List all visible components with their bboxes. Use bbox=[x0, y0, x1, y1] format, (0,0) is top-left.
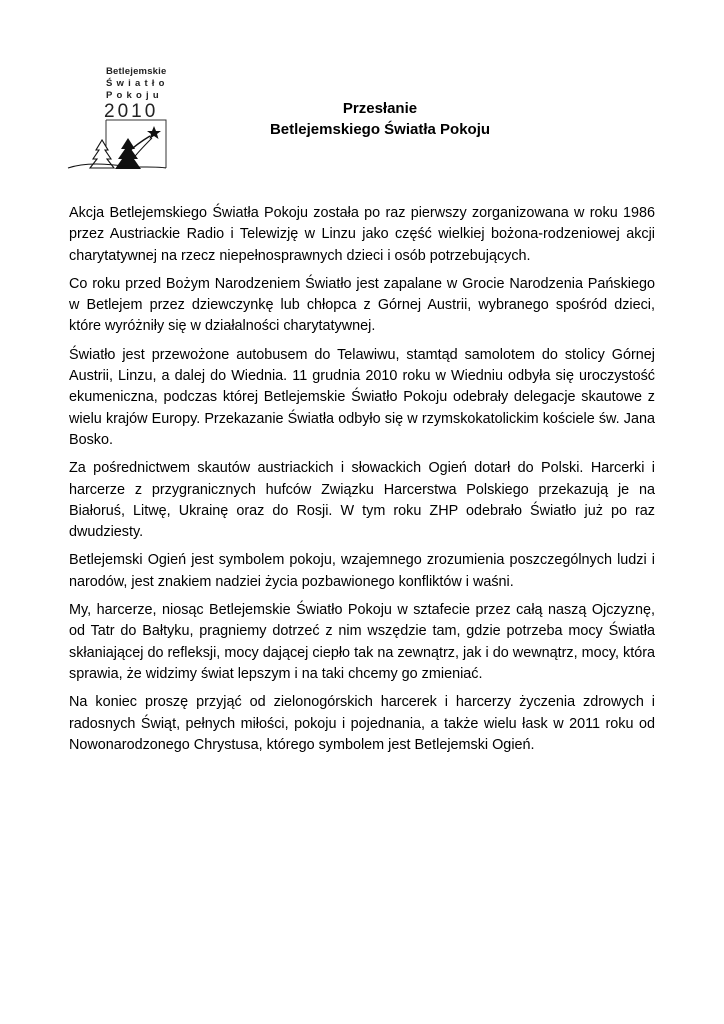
logo-year: 2010 bbox=[104, 101, 159, 122]
logo-text-pokoju: Pokoju bbox=[106, 90, 163, 101]
paragraph-5: Betlejemski Ogień jest symbolem pokoju, wzajemnego zrozumienia poszczególnych ludzi i narodów, jest znakiem nadziei życia pozbawionego konfliktów i waśni. bbox=[69, 552, 655, 590]
logo-text-betlejemskie: Betlejemskie bbox=[106, 66, 167, 77]
paragraph-3: Światło jest przewożone autobusem do Telawiwu, stamtąd samolotem do stolicy Górnej Austrii, Linzu, a dalej do Wiednia. 11 grudnia 2010 roku w Wiedniu odbyła się uroczystość ekumeniczna, podczas której Betlejemskie Światło Pokoju odebrały delegacje skautowe z wielu krajów Europy. Przekazanie Światła odbyło się w rzymskokatolickim kościele św. Jana Bosko. bbox=[69, 346, 655, 448]
betlejemskie-swiatlo-pokoju-logo bbox=[66, 64, 176, 176]
logo-text-swiatlo: Światło bbox=[106, 78, 169, 89]
title-line-2: Betlejemskiego Światła Pokoju bbox=[269, 121, 491, 138]
paragraph-4: Za pośrednictwem skautów austriackich i słowackich Ogień dotarł do Polski. Harcerki i harcerze z przygranicznych hufców Związku Harcerstwa Polskiego przekazują je na Białoruś, Litwę, Ukrainę oraz do Rosji. W tym roku ZHP odebrało Światło już po raz dwudziesty. bbox=[69, 460, 655, 541]
paragraph-1: Akcja Betlejemskiego Światła Pokoju została po raz pierwszy zorganizowana w roku 1986 przez Austriackie Radio i Telewizję w Linzu jako część wielkiej bożona-rodzeniowej akcji charytatywnej na rzecz niepełnosprawnych dzieci i osób potrzebujących. bbox=[69, 205, 655, 264]
paragraph-6: My, harcerze, niosąc Betlejemskie Światło Pokoju w sztafecie przez całą naszą Ojczyznę, od Tatr do Bałtyku, pragniemy dotrzeć z nim wszędzie tam, gdzie potrzeba mocy Światła skłaniającej do refleksji, mocy dającej ciepło tak na zewnątrz, jak i do wewnątrz, mocy, która sprawia, że widzimy świat lepszym i na taki chcemy go zmieniać. bbox=[69, 602, 655, 682]
title-line-1: Przesłanie bbox=[342, 100, 418, 117]
paragraph-7: Na koniec proszę przyjąć od zielonogórskich harcerek i harcerzy życzenia zdrowych i radosnych Świąt, pełnych miłości, pokoju i pojednania, a także wielu łask w 2011 roku od Nowonarodzonego Chrystusa, którego symbolem jest Betlejemski Ogień. bbox=[69, 694, 655, 753]
document-title bbox=[180, 98, 580, 140]
paragraph-2: Co roku przed Bożym Narodzeniem Światło jest zapalane w Grocie Narodzenia Pańskiego w Betlejem przez dziewczynkę lub chłopca z Górnej Austrii, wybranego spośród dzieci, które wyróżniły się w działalności charytatywnej. bbox=[69, 275, 655, 335]
document-body bbox=[69, 203, 655, 763]
